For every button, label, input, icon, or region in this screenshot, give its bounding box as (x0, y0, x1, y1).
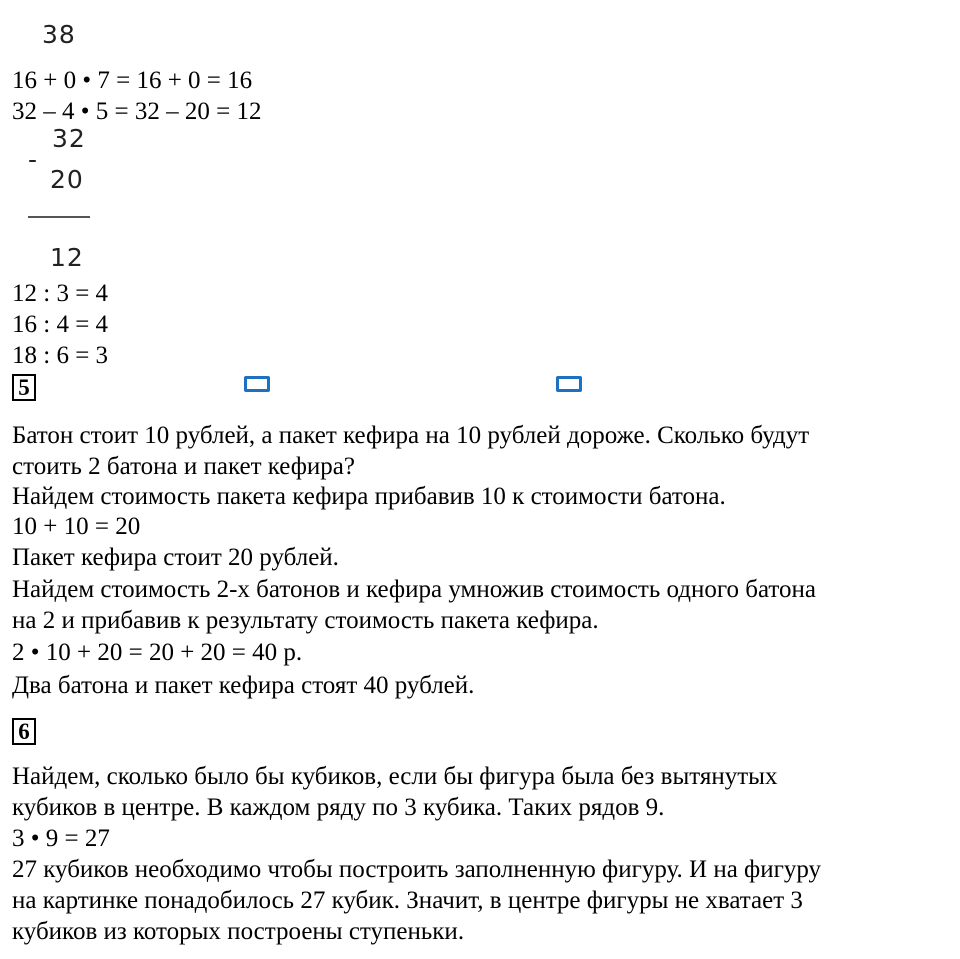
task-5-line-6: Найдем стоимость 2-х батонов и кефира умножив стоимость одного батона (12, 576, 816, 603)
task-5-line-3: Найдем стоимость пакета кефира прибавив 10 к стоимости батона. (12, 483, 726, 510)
task-5-line-9: Два батона и пакет кефира стоят 40 рублей. (12, 672, 475, 699)
task-5-line-2: стоить 2 батона и пакет кефира? (12, 453, 355, 480)
task-5-number: 5 (12, 374, 36, 401)
task-6-line-3: 3 • 9 = 27 (12, 825, 110, 852)
blue-rectangle-icon (244, 376, 270, 392)
equation-line-1: 16 + 0 • 7 = 16 + 0 = 16 (12, 67, 253, 94)
task-5-line-1: Батон стоит 10 рублей, а пакет кефира на 10 рублей дороже. Сколько будут (12, 422, 810, 449)
task-6-line-2: кубиков в центре. В каждом ряду по 3 кубика. Таких рядов 9. (12, 794, 665, 821)
equation-line-2: 32 – 4 • 5 = 32 – 20 = 12 (12, 98, 262, 125)
task-6-line-6: кубиков из которых построены ступеньки. (12, 918, 465, 945)
task-6-line-4: 27 кубиков необходимо чтобы построить заполненную фигуру. И на фигуру (12, 856, 822, 883)
task-5-line-5: Пакет кефира стоит 20 рублей. (12, 544, 339, 571)
task-5-line-8: 2 • 10 + 20 = 20 + 20 = 40 р. (12, 639, 303, 666)
task-6-line-5: на картинке понадобилось 27 кубик. Значит, в центре фигуры не хватает 3 (12, 887, 803, 914)
minuend: 32 (52, 124, 86, 153)
task-5-line-7: на 2 и прибавив к результату стоимость пакета кефира. (12, 607, 599, 634)
top-number: 38 (42, 20, 76, 49)
task-6-number: 6 (12, 718, 36, 745)
subtrahend: 20 (50, 165, 84, 194)
minus-sign: - (28, 145, 39, 174)
division-line-2: 16 : 4 = 4 (12, 311, 109, 338)
task-6-line-1: Найдем, сколько было бы кубиков, если бы фигура была без вытянутых (12, 763, 778, 790)
difference: 12 (50, 243, 84, 272)
division-line-1: 12 : 3 = 4 (12, 280, 109, 307)
blue-rectangle-icon (556, 376, 582, 392)
subtraction-line (28, 216, 90, 218)
division-line-3: 18 : 6 = 3 (12, 342, 109, 369)
task-5-line-4: 10 + 10 = 20 (12, 513, 141, 540)
